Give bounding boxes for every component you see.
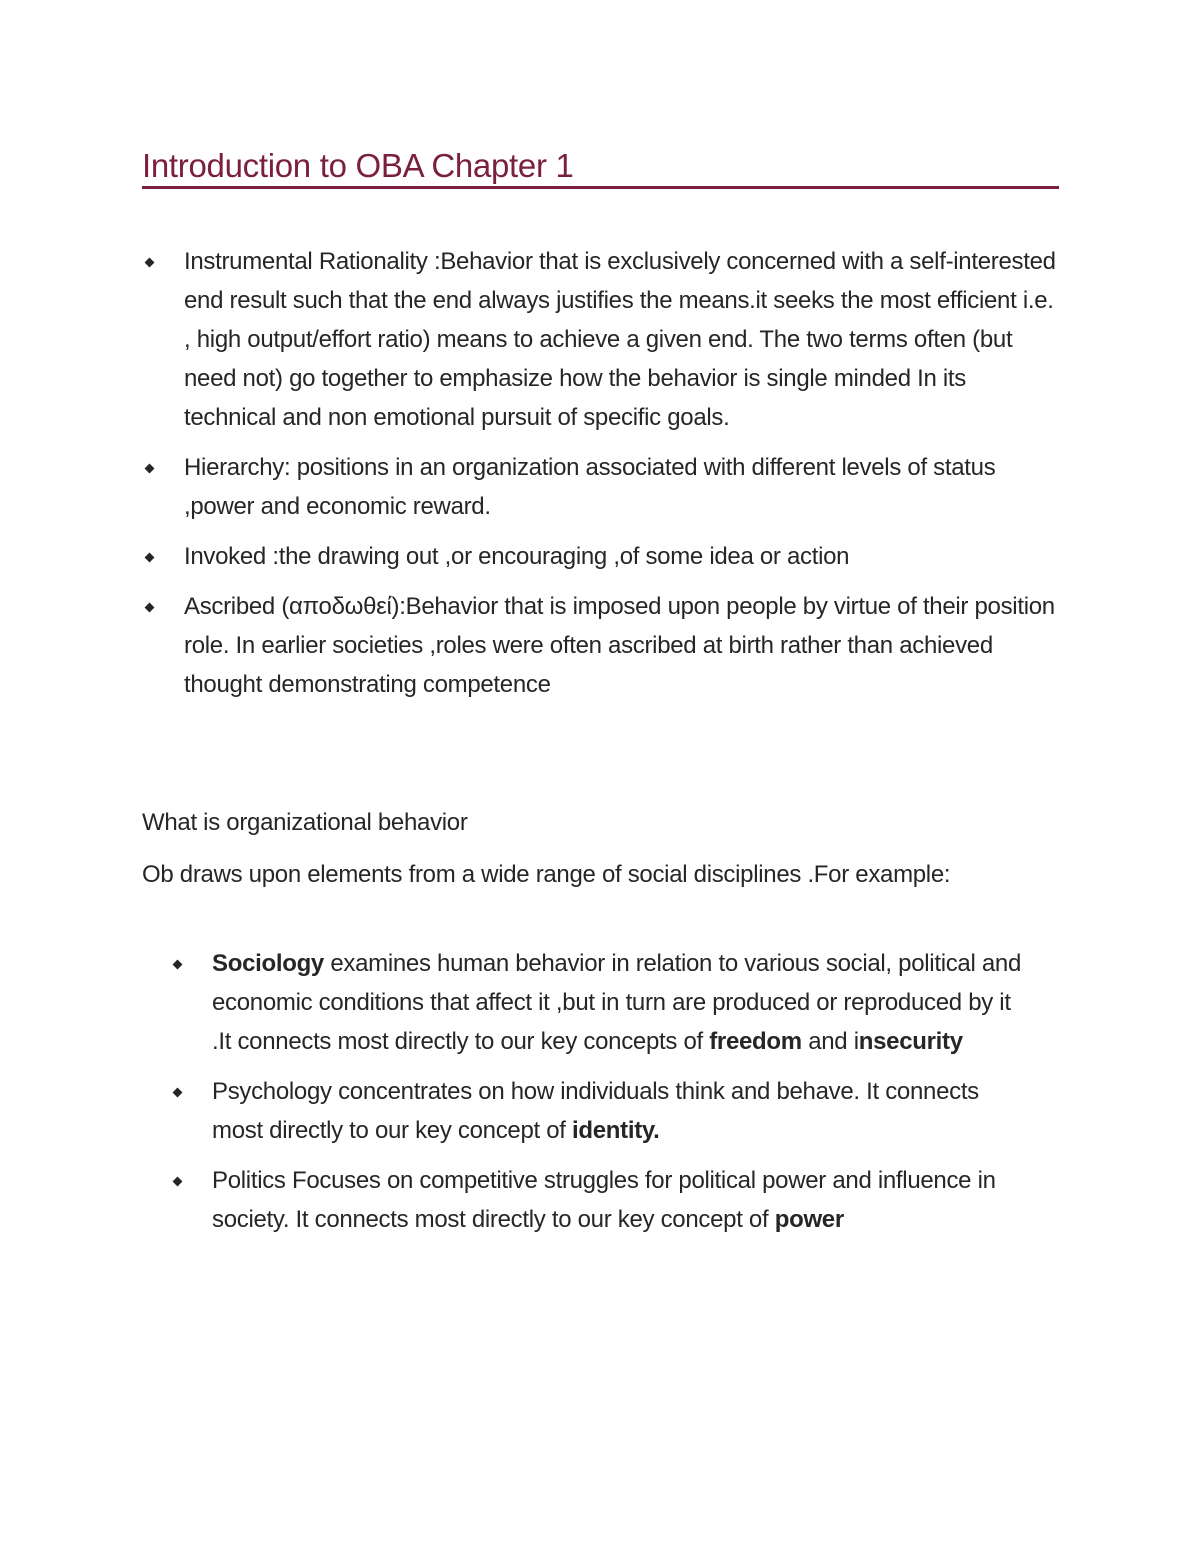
list-item	[184, 537, 1064, 576]
list-item	[212, 1161, 1032, 1239]
page-title: Introduction to OBA Chapter 1	[142, 147, 574, 185]
key-concept: power	[774, 1206, 844, 1233]
document-page	[142, 0, 1060, 1553]
bullet-icon	[173, 960, 183, 970]
key-concept: nsecurity	[858, 1028, 963, 1055]
discipline-text: Psychology concentrates on how individuals think and behave. It connects most directly to our key concept of	[212, 1078, 979, 1144]
list-item	[184, 242, 1064, 437]
discipline-text: examines human behavior in relation to various social, political and economic conditions that affect it ,but in turn are produced or reproduced by it .It connects most directly to our key concepts of	[212, 950, 1022, 1055]
definitions-list	[184, 242, 1064, 704]
bullet-icon	[173, 1177, 183, 1187]
list-item	[184, 448, 1064, 526]
intro-paragraph: Ob draws upon elements from a wide range of social disciplines .For example:	[142, 861, 951, 888]
definition-text: Ascribed (αποδωθεί):Behavior that is imposed upon people by virtue of their position role. In earlier societies ,roles were often ascribed at birth rather than achieved thought demonstrating competence	[184, 593, 1055, 698]
definition-text: Instrumental Rationality :Behavior that is exclusively concerned with a self-interested end result such that the end always justifies the means.it seeks the most efficient i.e. , high output/effort ratio) means to achieve a given end. The two terms often (but need not) go together to emphasize how the behavior is single minded In its technical and non emotional pursuit of specific goals.	[184, 248, 1056, 431]
section-heading: What is organizational behavior	[142, 809, 468, 836]
list-item	[212, 944, 1032, 1061]
key-concept: identity.	[572, 1117, 660, 1144]
bullet-icon	[145, 464, 155, 474]
discipline-text: Politics Focuses on competitive struggles for political power and influence in society. It connects most directly to our key concept of	[212, 1167, 996, 1233]
bullet-icon	[145, 603, 155, 613]
bullet-icon	[173, 1088, 183, 1098]
definition-text: Hierarchy: positions in an organization associated with different levels of status ,power and economic reward.	[184, 454, 996, 520]
title-underline	[142, 186, 1059, 189]
key-concept: freedom	[709, 1028, 802, 1055]
list-item	[184, 587, 1064, 704]
discipline-term: Sociology	[212, 950, 324, 977]
bullet-icon	[145, 553, 155, 563]
discipline-text: and i	[801, 1028, 859, 1055]
bullet-icon	[145, 258, 155, 268]
definition-text: Invoked :the drawing out ,or encouraging ,of some idea or action	[184, 543, 850, 570]
disciplines-list	[212, 944, 1032, 1239]
list-item	[212, 1072, 1032, 1150]
